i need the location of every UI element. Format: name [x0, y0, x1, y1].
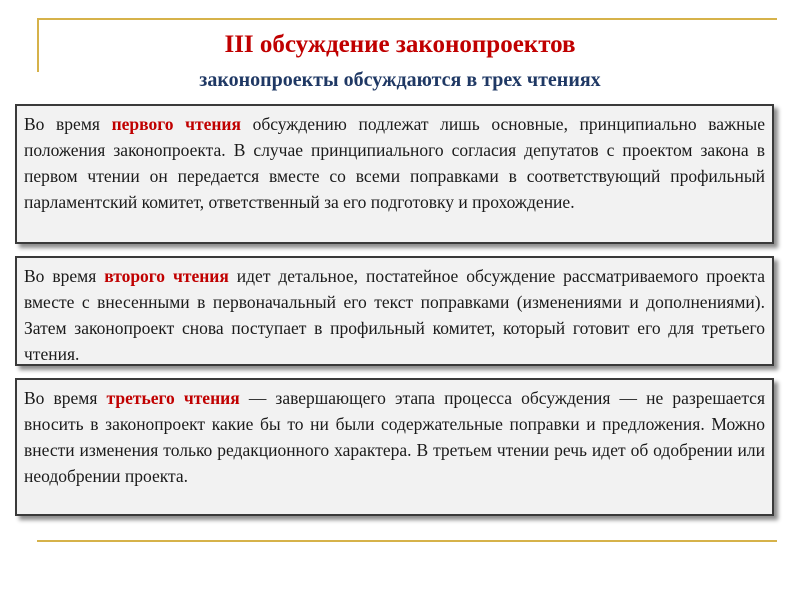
second-reading-highlight: второго чтения	[104, 266, 229, 286]
third-reading-body: — завершающего этапа процесса обсуждения — не разрешается вносить в законопроект какие бы то ни были содержательные поправки и предложения. Можно внести изменения только редакционного характера. В третьем чтении речь идет об одобрении или неодобрении проекта.	[24, 388, 766, 486]
second-reading-card	[15, 256, 774, 366]
page-title: III обсуждение законопроектов	[224, 31, 576, 58]
frame-bottom-line	[37, 540, 777, 542]
second-reading-intro: Во время	[24, 266, 105, 286]
third-reading-text	[24, 385, 765, 489]
first-reading-intro: Во время	[24, 114, 112, 134]
third-reading-intro: Во время	[24, 388, 107, 408]
second-reading-body: идет детальное, постатейное обсуждение рассматриваемого проекта вместе с внесенными в первоначальный его текст поправками (изменениями и дополнениями). Затем законопроект снова поступает в профильный комитет, который готовит его для третьего чтения.	[24, 266, 766, 364]
first-reading-highlight: первого чтения	[111, 114, 241, 134]
second-reading-text	[24, 263, 765, 367]
first-reading-text	[24, 111, 765, 215]
third-reading-highlight: третьего чтения	[106, 388, 240, 408]
frame-top-line	[37, 18, 777, 20]
third-reading-card	[15, 378, 774, 516]
first-reading-card	[15, 104, 774, 244]
page-subtitle: законопроекты обсуждаются в трех чтениях	[199, 69, 601, 91]
first-reading-body: обсуждению подлежат лишь основные, принципиально важные положения законопроекта. В случае принципиального согласия депутатов с проектом закона в первом чтении он передается вместе со всеми поправками в соответствующий профильный парламентский комитет, ответственный за его подготовку и прохождение.	[24, 114, 766, 212]
